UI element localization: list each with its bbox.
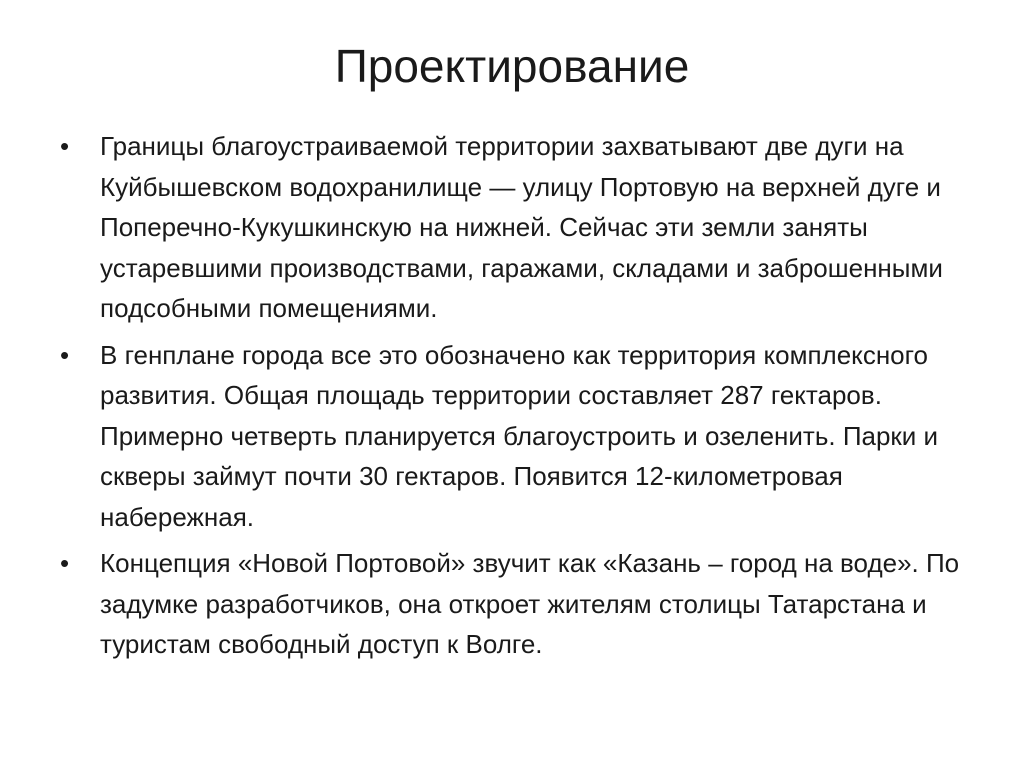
bullet-item (60, 126, 980, 329)
bullet-item (60, 543, 980, 665)
bullet-list (60, 126, 980, 671)
bullet-icon: • (60, 131, 70, 161)
bullet-icon: • (60, 339, 70, 370)
bullet-text: Границы благоустраиваемой территории захватывают две дуги на Куйбышевском водохранилище — улицу Портовую на верхней дуге и Поперечно-Кукушкинскую на нижней. Сейчас эти земли заняты устаревшими производствами, гаражами, складами и заброшенными подсобными помещениями. (100, 131, 943, 323)
bullet-text: В генплане города все это обозначено как территория комплексного развития. Общая площадь территории составляет 287 гектаров. Примерно четверть планируется благоустроить и озеленить. Парки и скверы займут почти 30 гектаров. Появится 12-километровая набережная. (100, 339, 939, 532)
bullet-icon: • (60, 548, 70, 578)
slide-title: Проектирование (334, 40, 690, 92)
bullet-item (60, 335, 980, 538)
bullet-text: Концепция «Новой Портовой» звучит как «Казань – город на воде». По задумке разработчиков, она откроет жителям столицы Татарстана и туристам свободный доступ к Волге. (100, 548, 960, 659)
